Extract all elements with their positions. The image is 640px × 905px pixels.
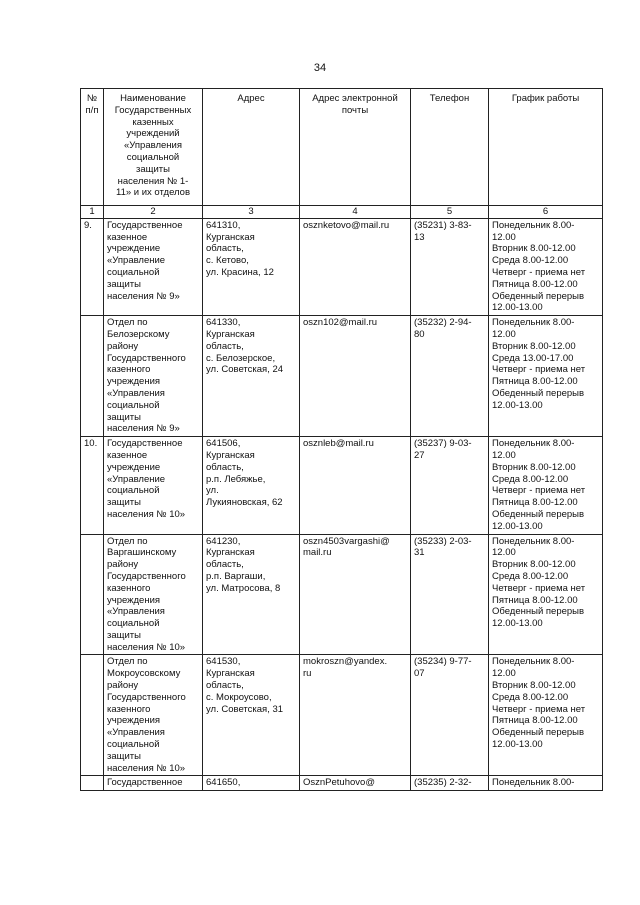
institution-address: 641650, (203, 776, 300, 791)
institution-email: osznleb@mail.ru (300, 437, 411, 534)
institution-phone: (35234) 9-77- 07 (411, 655, 489, 776)
institution-name: Отдел по Белозерскому району Государственного казенного учреждения «Управления социальной защиты населения № 9» (104, 316, 203, 437)
institution-name: Отдел по Мокроусовскому району Государственного казенного учреждения «Управления социальной защиты населения № 10» (104, 655, 203, 776)
institution-address: 641310, Курганская область, с. Кетово, ул. Красина, 12 (203, 218, 300, 315)
column-number: 3 (203, 206, 300, 219)
institution-schedule: Понедельник 8.00- 12.00 Вторник 8.00-12.00 Среда 13.00-17.00 Четверг - приема нет Пятница 8.00-12.00 Обеденный перерыв 12.00-13.00 (489, 316, 603, 437)
table-row (81, 655, 603, 776)
institution-email: oszn4503vargashi@ mail.ru (300, 534, 411, 655)
table-row (81, 316, 603, 437)
institution-address: 641506, Курганская область, р.п. Лебяжье, ул. Лукияновская, 62 (203, 437, 300, 534)
header-schedule: График работы (489, 89, 603, 206)
column-number: 6 (489, 206, 603, 219)
column-number: 4 (300, 206, 411, 219)
institution-email: osznketovo@mail.ru (300, 218, 411, 315)
table-row (81, 437, 603, 534)
row-number (81, 776, 104, 791)
institution-address: 641230, Курганская область, р.п. Варгаши, ул. Матросова, 8 (203, 534, 300, 655)
institution-phone: (35232) 2-94- 80 (411, 316, 489, 437)
institution-name: Государственное казенное учреждение «Управление социальной защиты населения № 9» (104, 218, 203, 315)
header-name: Наименование Государственных казенных учреждений «Управления социальной защиты населения № 1- 11» и их отделов (104, 89, 203, 206)
institution-schedule: Понедельник 8.00- (489, 776, 603, 791)
column-number: 1 (81, 206, 104, 219)
institution-phone: (35235) 2-32- (411, 776, 489, 791)
institution-email: OsznPetuhovo@ (300, 776, 411, 791)
institution-schedule: Понедельник 8.00- 12.00 Вторник 8.00-12.00 Среда 8.00-12.00 Четверг - приема нет Пятница 8.00-12.00 Обеденный перерыв 12.00-13.00 (489, 218, 603, 315)
header-email: Адрес электронной почты (300, 89, 411, 206)
table-header-row (81, 89, 603, 206)
institution-email: oszn102@mail.ru (300, 316, 411, 437)
header-number: № п/п (81, 89, 104, 206)
column-number: 2 (104, 206, 203, 219)
institution-email: mokroszn@yandex. ru (300, 655, 411, 776)
row-number (81, 655, 104, 776)
institution-name: Государственное (104, 776, 203, 791)
column-numbers-row (81, 206, 603, 219)
institution-address: 641530, Курганская область, с. Мокроусово, ул. Советская, 31 (203, 655, 300, 776)
institution-schedule: Понедельник 8.00- 12.00 Вторник 8.00-12.00 Среда 8.00-12.00 Четверг - приема нет Пятница 8.00-12.00 Обеденный перерыв 12.00-13.00 (489, 534, 603, 655)
institution-schedule: Понедельник 8.00- 12.00 Вторник 8.00-12.00 Среда 8.00-12.00 Четверг - приема нет Пятница 8.00-12.00 Обеденный перерыв 12.00-13.00 (489, 655, 603, 776)
row-number: 9. (81, 218, 104, 315)
institution-phone: (35231) 3-83- 13 (411, 218, 489, 315)
institution-name: Государственное казенное учреждение «Управление социальной защиты населения № 10» (104, 437, 203, 534)
header-address: Адрес (203, 89, 300, 206)
header-phone: Телефон (411, 89, 489, 206)
table-row (81, 218, 603, 315)
column-number: 5 (411, 206, 489, 219)
institutions-table (80, 88, 603, 791)
institution-address: 641330, Курганская область, с. Белозерское, ул. Советская, 24 (203, 316, 300, 437)
row-number: 10. (81, 437, 104, 534)
institution-phone: (35233) 2-03- 31 (411, 534, 489, 655)
institution-phone: (35237) 9-03- 27 (411, 437, 489, 534)
row-number (81, 316, 104, 437)
table-row (81, 534, 603, 655)
institution-schedule: Понедельник 8.00- 12.00 Вторник 8.00-12.00 Среда 8.00-12.00 Четверг - приема нет Пятница 8.00-12.00 Обеденный перерыв 12.00-13.00 (489, 437, 603, 534)
institution-name: Отдел по Варгашинскому району Государственного казенного учреждения «Управления социальной защиты населения № 10» (104, 534, 203, 655)
page-number: 34 (313, 62, 327, 74)
table-row (81, 776, 603, 791)
row-number (81, 534, 104, 655)
